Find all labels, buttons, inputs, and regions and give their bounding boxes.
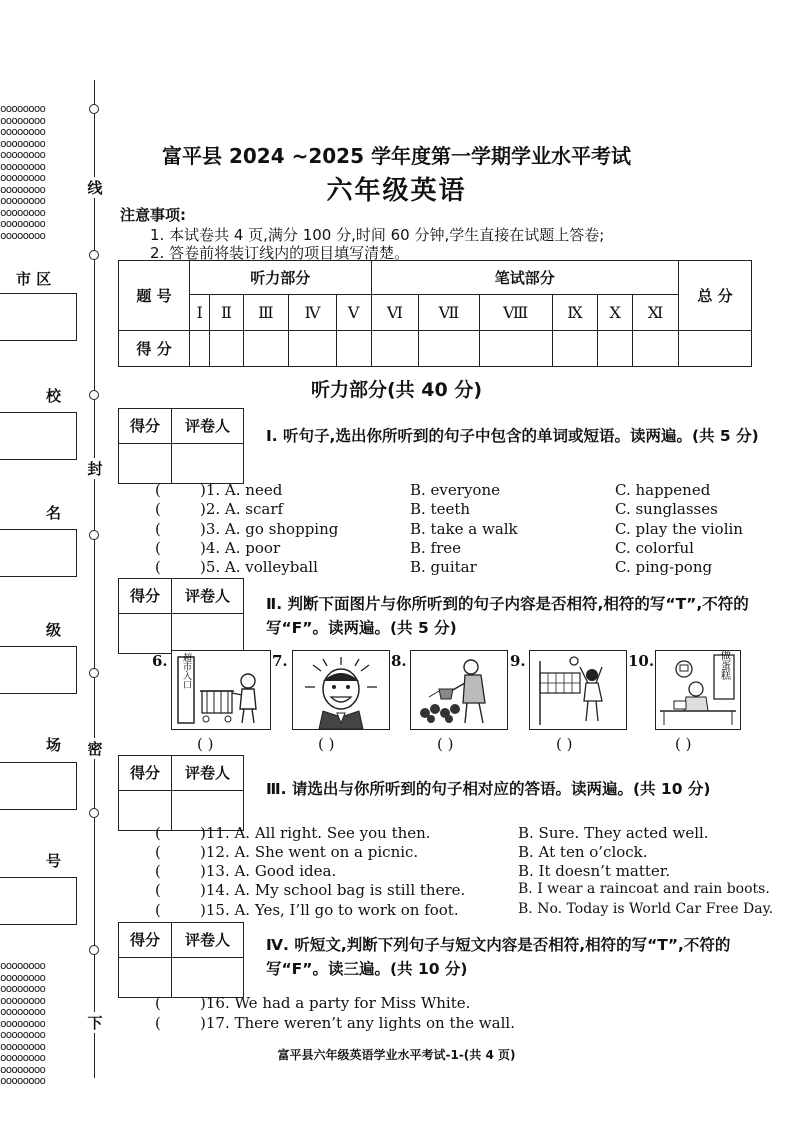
binding-circle bbox=[89, 530, 99, 540]
field-label-school: 校 bbox=[46, 387, 62, 405]
score-cell[interactable] bbox=[190, 331, 210, 367]
picture-number: 8. bbox=[391, 652, 407, 670]
binding-circle bbox=[89, 808, 99, 818]
notes-heading: 注意事项: bbox=[120, 206, 186, 224]
field-label-city: 市 区 bbox=[16, 270, 52, 288]
answer-blank[interactable]: ( ) bbox=[318, 735, 335, 753]
picture-number: 10. bbox=[628, 652, 655, 670]
picture-6-shopping bbox=[171, 650, 271, 730]
note-item: 1. 本试卷共 4 页,满分 100 分,时间 60 分钟,学生直接在试题上答卷; bbox=[150, 226, 605, 244]
total-header: 总 分 bbox=[679, 261, 752, 331]
score-cell[interactable] bbox=[243, 331, 289, 367]
score-row-label: 题 号 bbox=[119, 261, 190, 331]
part-numeral: Ⅴ bbox=[336, 295, 371, 331]
field-input-number[interactable] bbox=[0, 877, 77, 925]
field-label-room: 场 bbox=[46, 736, 62, 754]
pic10-sign-text: 做蛋糕 bbox=[718, 650, 730, 680]
binding-char: 密 bbox=[84, 738, 106, 759]
part-numeral: Ⅰ bbox=[190, 295, 210, 331]
field-input-city[interactable] bbox=[0, 293, 77, 341]
picture-number: 9. bbox=[510, 652, 526, 670]
writing-header: 笔试部分 bbox=[371, 261, 678, 295]
answer-blank[interactable]: ( ) bbox=[675, 735, 692, 753]
score-cell[interactable] bbox=[336, 331, 371, 367]
part3-heading: Ⅲ. 请选出与你所听到的句子相对应的答语。读两遍。(共 10 分) bbox=[266, 780, 711, 798]
binding-holes-top: oooooooo oooooooo oooooooo oooooooo oooooooo oooooooo oooooooo oooooooo oooooooo oooooooo oooooooo oooooooo bbox=[0, 102, 45, 242]
picture-number: 7. bbox=[272, 652, 288, 670]
field-input-name[interactable] bbox=[0, 529, 77, 577]
field-input-school[interactable] bbox=[0, 412, 77, 460]
binding-circle bbox=[89, 945, 99, 955]
grader-box: 得分 评卷人 bbox=[118, 408, 244, 484]
picture-number: 6. bbox=[152, 652, 168, 670]
field-label-name: 名 bbox=[46, 504, 62, 522]
binding-char: 下 bbox=[84, 1012, 106, 1033]
field-label-class: 级 bbox=[46, 621, 62, 639]
score-cell[interactable] bbox=[479, 331, 552, 367]
grader-box: 得分 评卷人 bbox=[118, 578, 244, 654]
score-table bbox=[118, 260, 752, 367]
picture-9-volleyball bbox=[529, 650, 627, 730]
binding-char: 封 bbox=[84, 458, 106, 479]
score-cell[interactable] bbox=[598, 331, 633, 367]
part-numeral: Ⅹ bbox=[598, 295, 633, 331]
part-numeral: Ⅺ bbox=[632, 295, 678, 331]
picture-7-smiling-man bbox=[292, 650, 390, 730]
score-cell[interactable] bbox=[371, 331, 419, 367]
answer-blank[interactable]: ( ) bbox=[437, 735, 454, 753]
field-label-number: 号 bbox=[46, 852, 62, 870]
score-cell[interactable] bbox=[289, 331, 336, 367]
watering-plants-picture bbox=[411, 651, 507, 729]
part-numeral: Ⅱ bbox=[210, 295, 243, 331]
part-numeral: Ⅲ bbox=[243, 295, 289, 331]
part-numeral: Ⅵ bbox=[371, 295, 419, 331]
page-footer: 富平县六年级英语学业水平考试-1-(共 4 页) bbox=[277, 1048, 516, 1062]
score-cell[interactable] bbox=[552, 331, 598, 367]
part-numeral: Ⅶ bbox=[419, 295, 479, 331]
smiling-man-picture bbox=[293, 651, 389, 729]
picture-8-watering-plants bbox=[410, 650, 508, 730]
binding-circle bbox=[89, 250, 99, 260]
grader-box: 得分 评卷人 bbox=[118, 922, 244, 998]
binding-circle bbox=[89, 668, 99, 678]
picture-10-making-cake bbox=[655, 650, 741, 730]
part-numeral: Ⅷ bbox=[479, 295, 552, 331]
exam-title: 富平县 2024 ~2025 学年度第一学期学业水平考试 bbox=[162, 144, 631, 168]
score-cell[interactable] bbox=[210, 331, 243, 367]
binding-holes-bottom: oooooooo oooooooo oooooooo oooooooo oooooooo oooooooo oooooooo oooooooo oooooooo oooooooo oooooooo bbox=[0, 959, 45, 1087]
field-input-class[interactable] bbox=[0, 646, 77, 694]
part-numeral: Ⅳ bbox=[289, 295, 336, 331]
field-input-room[interactable] bbox=[0, 762, 77, 810]
part2-heading: Ⅱ. 判断下面图片与你所听到的句子内容是否相符,相符的写“T”,不符的写“F”。读两遍。(共 5 分) bbox=[266, 595, 749, 637]
making-cake-picture bbox=[656, 651, 740, 729]
answer-blank[interactable]: ( ) bbox=[197, 735, 214, 753]
note-item: 2. 答卷前将装订线内的项目填写清楚。 bbox=[150, 244, 410, 262]
exam-subject: 六年级英语 bbox=[326, 176, 467, 206]
score-cell[interactable] bbox=[632, 331, 678, 367]
volleyball-picture bbox=[530, 651, 626, 729]
score-row-label: 得 分 bbox=[119, 331, 190, 367]
grader-box: 得分 评卷人 bbox=[118, 755, 244, 831]
binding-line bbox=[94, 80, 95, 1078]
exam-page: oooooooo oooooooo oooooooo oooooooo oooooooo oooooooo oooooooo oooooooo oooooooo oooooooo oooooooo oooooooo oooooooo oooooooo oooooooo oooooooo oooooooo oooooooo oooooooo oooooooo oooooooo oooooooo oooooooo 线 封 密 下 市 区 校 名 级 场 号 富平县 2024 ~2025 学年度第一学期学业水平考试 六年级英语 注意事项: 1. 本试卷共 4 页,满分 100 分,时间 60 分钟,学生直接在试题上答卷; 2. 答卷前将装订线内的项目填写清楚。 题 号 听力部分 笔试部分 总 分 Ⅰ Ⅱ Ⅲ Ⅳ Ⅴ Ⅵ Ⅶ Ⅷ Ⅸ Ⅹ Ⅺ 得 分 听力部分(共 40 分) 得分 评卷人 Ⅰ. 听句子,选出你所听到的句子中包含的单词或短语。读两遍。(共 5 分) ( )1. A. need B. everyone C. happened ( )2. A. scarf B. teeth C. sunglasses ( )3. A. go shopping B. take a walk C. play the violin ( )4. A. poor B. free C. colorful ( )5. A. volleyball B. guitar C. ping-pong 得分 评卷人 Ⅱ. 判断下面图片与你所听到的句子内容是否相符,相符的写“T”,不符的写“F”。读两遍。(共 5 分) 6. 超市入口 7. 8. 9. 10. 做蛋糕 ( ) ( ) ( ) ( ) ( ) 得分 评卷人 Ⅲ. 请选出与你所听到的句子相对应的答语。读两遍。(共 10 分) ( )11. A. All right. See you then. B. Sure. They acted well. ( )12. A. She went on a picnic. B. At ten o’clock. ( )13. A. Good idea. B. It doesn’t matter. ( )14. A. My school bag is still there. B. I wear a raincoat and rain boots. ( )15. A. Yes, I’ll go to work on foot. B. No. Today is World Car Free Day. 得分 评卷人 Ⅳ. 听短文,判断下列句子与短文内容是否相符,相符的写“T”,不符的写“F”。读三遍。(共 10 分) ( )16. We had a party for Miss White. ( )17. There weren’t any lights on the wall. 富平县六年级英语学业水平考试-1-(共 4 页) bbox=[0, 0, 793, 1121]
shopping-cart-picture bbox=[172, 651, 270, 729]
answer-blank[interactable]: ( ) bbox=[556, 735, 573, 753]
listening-header: 听力部分 bbox=[190, 261, 372, 295]
score-cell[interactable] bbox=[679, 331, 752, 367]
binding-circle bbox=[89, 104, 99, 114]
part-numeral: Ⅸ bbox=[552, 295, 598, 331]
part4-heading: Ⅳ. 听短文,判断下列句子与短文内容是否相符,相符的写“T”,不符的写“F”。读三遍。(共 10 分) bbox=[266, 936, 731, 978]
score-cell[interactable] bbox=[419, 331, 479, 367]
pic6-sign-text: 超市入口 bbox=[181, 653, 191, 689]
part1-heading: Ⅰ. 听句子,选出你所听到的句子中包含的单词或短语。读两遍。(共 5 分) bbox=[266, 427, 759, 445]
section-heading: 听力部分(共 40 分) bbox=[310, 379, 483, 401]
binding-char: 线 bbox=[84, 177, 106, 198]
